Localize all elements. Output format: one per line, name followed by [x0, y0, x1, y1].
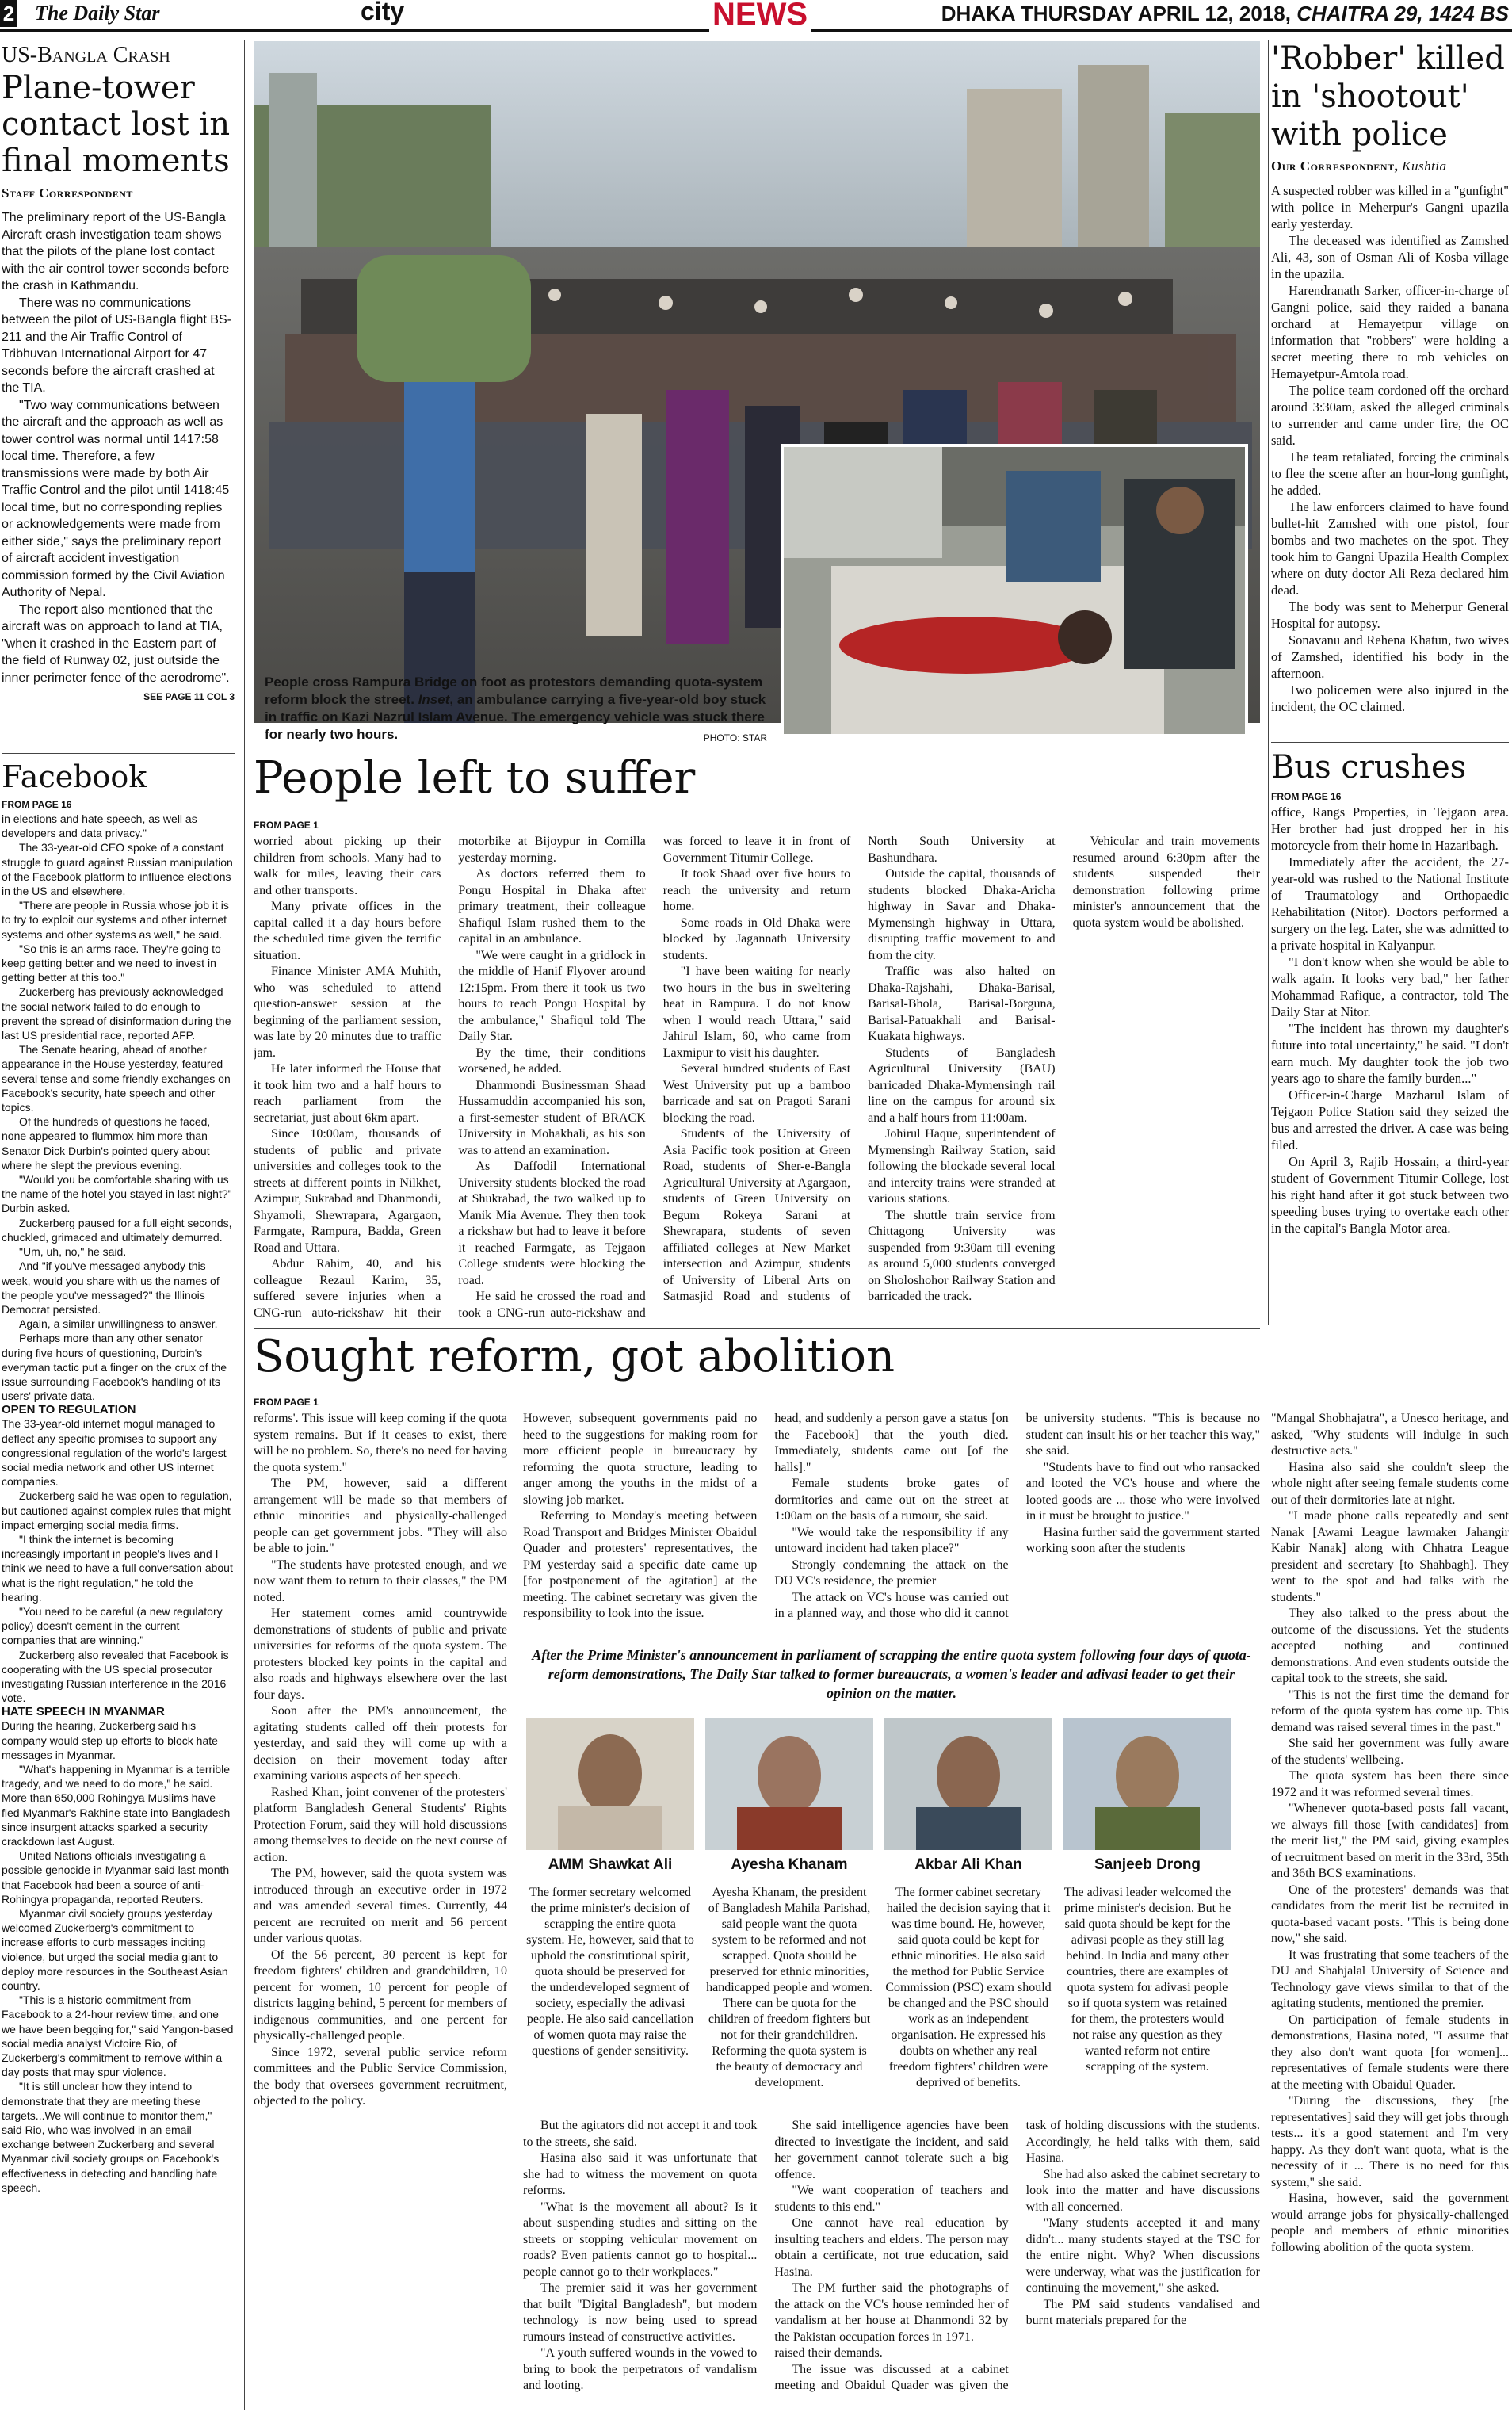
paragraph: Since 1972, several public service reform committees and the Public Service Commission, the body that oversees government recruitment, objected to the policy. [254, 2045, 507, 2108]
paragraph: The body was sent to Meherpur General Hospital for autopsy. [1271, 599, 1509, 631]
paragraph: One cannot have real education by insulting teachers and elders. The person may obtain a certificate, not true education, said Hasina. [774, 2216, 1009, 2279]
paragraph: It took Shaad over five hours to reach the university and return home. [662, 867, 851, 913]
bus-headline: Bus crushes [1271, 749, 1467, 786]
person-name: AMM Shawkat Ali [548, 1856, 673, 1873]
portrait-photo [705, 1718, 873, 1850]
paragraph: Many private offices in the capital called it a day hours before the scheduled time given the terrific situation. [254, 900, 441, 962]
paragraph: Hasina, however, said the government would arrange jobs for physically-challenged people and members of ethnic minorities following abolition of the quota system. [1271, 2192, 1509, 2254]
paragraph: "Students have to find out who ransacked and looted the VC's house and where the looted goods are ... those who were involved in it must be brought to justice." [1025, 1460, 1260, 1523]
paragraph: Since 10:00am, thousands of students of public and private universities and colleges took to the streets at different points in Nilkhet, Azimpur, Sukrabad and Dhanmondi, Shyamoli, Shewrapara, Agargaon, Farmgate, Rampura, Badda, Green Road and Uttara. [254, 1127, 441, 1255]
inset-photo [781, 444, 1248, 737]
paragraph: "I think the internet is becoming increasingly important in people's lives and I think we need to have a full conversation about what is the right regulation," he told the hearing. [2, 1532, 233, 1604]
paragraph: Myanmar civil society groups yesterday welcomed Zuckerberg's commitment to increase efforts to curb messages inciting violence, but urged the social media giant to deploy more resources in the Southeast Asian country. [2, 1907, 228, 1993]
person-quote: The former cabinet secretary hailed the decision saying that it was time bound. He, however, said quota could be kept for ethnic minorities. He also said the method for Public Service Commission (PSC) exam should be changed and the PSC should work as an independent organisation. He expressed his doubts on whether any real freedom fighters' children were deprived of benefits. [885, 1886, 1052, 2089]
paragraph: Vehicular and train movements resumed around 6:30pm after the students suspended their demonstration following prime minister's announcement that the quota system would be abolished. [1072, 835, 1260, 930]
paragraph: "We would take the responsibility if any untoward incident had taken place?" [774, 1525, 1009, 1555]
paragraph: Hasina also said it was unfortunate that she had to witness the movement on quota reforms. [523, 2151, 758, 2197]
paragraph: Traffic was also halted on Dhaka-Rajshahi, Dhaka-Barisal, Barisal-Bhola, Barisal-Borguna, Barisal-Patuakhali and Barisal-Kuakata highways. [868, 965, 1056, 1043]
caption-text: People cross Rampura Bridge on foot as protestors demanding quota-system reform block the street. [265, 675, 763, 707]
paragraph: Students of the University of Asia Pacific took position at Green Road, students of Sher-e-Bangla Agricultural University at Agargaon, students of Green University on Begum Rokeya Sarani at Shewrapara, students of seven affiliated colleges at New Market intersection and Azimpur, students of University of Liberal Arts on Satmasjid Road and students of North South University at Bashundhara. [662, 835, 1056, 1303]
paragraph: As doctors referred them to Pongu Hospital in Dhaka after primary treatment, their colleague Shafiqul Islam rushed them to the capital in an ambulance. [458, 867, 646, 946]
facebook-from-page: FROM PAGE 16 [2, 799, 72, 810]
paragraph: "We want cooperation of teachers and students to this end." [774, 2184, 1009, 2214]
paragraph: But the agitators did not accept it and took to the streets, she said. [523, 2119, 758, 2149]
paragraph: "Would you be comfortable sharing with us the name of the hotel you stayed in last night?" Durbin asked. [2, 1173, 232, 1215]
paragraph: reforms'. This issue will keep coming if the quota system remains. But if it ceases to exist, there will be no problem. So, there's no need for having the quota system." [254, 1412, 507, 1474]
paragraph: The deceased was identified as Zamshed Ali, 43, son of Osman Ali of Kosba village in the upazila. [1271, 233, 1509, 281]
facebook-headline: Facebook [2, 759, 147, 794]
masthead [0, 0, 1512, 32]
paragraph: Some roads in Old Dhaka were blocked by Jagannath University students. [662, 915, 851, 962]
paragraph: By the time, their conditions worsened, he added. [458, 1045, 646, 1076]
reform-from-page: FROM PAGE 1 [254, 1397, 319, 1408]
paragraph: During the hearing, Zuckerberg said his company would step up efforts to block hate messages in Myanmar. [2, 1719, 218, 1761]
paragraph: "Whenever quota-based posts fall vacant, we always fill those [with candidates] from the merit list," the PM said, giving examples of recruitment based on merit in the 33rd, 35th and 36th BCS examinations. [1271, 1802, 1509, 1880]
paragraph: She said her government was fully aware of the students' wellbeing. [1271, 1737, 1509, 1767]
person-quote: Ayesha Khanam, the president of Bangladesh Mahila Parishad, said people want the quota system to be reformed and not scrapped. Quota should be preserved for ethnic minorities, handicapped people and women. There can be quota for the children of freedom fighters but not for their grandchildren. Reforming the quota system is the beauty of democracy and development. [706, 1886, 872, 2089]
paragraph: Two policemen were also injured in the incident, the OC claimed. [1271, 682, 1509, 714]
plane-body [2, 209, 235, 686]
paragraph: Johirul Haque, superintendent of Mymensingh Railway Station, said following the blockade several local and intercity trains were stranded at various stations. [868, 1127, 1056, 1206]
plane-kicker: US-Bangla Crash [2, 43, 170, 67]
dateline [941, 2, 1509, 26]
paragraph: Strongly condemning the attack on the DU VC's residence, the premier [774, 1558, 1009, 1588]
paragraph: Hasina further said the government started working soon after the students [1025, 1525, 1260, 1555]
paragraph: One of the protesters' demands was that candidates from the merit list be recruited in quota-based vacant posts. "This is being done now," she said. [1271, 1883, 1509, 1945]
bus-story [1271, 748, 1509, 1325]
photo-credit: PHOTO: STAR [703, 732, 767, 743]
section-label-city: city [361, 0, 405, 25]
paragraph: worried about picking up their children from schools. Many had to walk for miles, leaving their cars and other transports. [254, 835, 441, 897]
person-quote: The adivasi leader welcomed the prime minister's decision. But he said quota should be kept for the adivasi people as they still lag behind. In India and many other countries, there are examples of quota system for adivasi people so if quota system was retained for them, the protesters would not raise any question as they wanted reform not entire scrapping of the system. [1063, 1886, 1231, 2074]
paragraph: Sonavanu and Rehena Khatun, two wives of Zamshed, identified his body in the afternoon. [1271, 633, 1509, 681]
paragraph: head, and suddenly a person gave a status [on the Facebook] that the youth died. Immediately, students came out [of the halls]." [774, 1412, 1009, 1474]
paragraph: "This is not the first time the demand for reform of the quota system has come up. This demand was raised several times in the past." [1271, 1688, 1509, 1734]
dateline-date: THURSDAY APRIL 12, 2018, [1020, 2, 1291, 25]
portrait-illustration [1063, 1718, 1231, 1850]
paragraph: "Mangal Shobhajatra", a Unesco heritage, and asked, "Why students will indulge in such destructive acts." [1271, 1412, 1509, 1458]
paragraph: "Two way communications between the aircraft and the approach as well as tower control was normal until 1417:58 local time. Therefore, a few transmissions were made by both Air Traffic Control and the pilot until 1418:45 local time, but no corresponding replies or acknowledgements were made from either side," says the preliminary report of aircraft accident investigation commission formed by the Civil Aviation Authority of Nepal. [2, 398, 230, 599]
plane-story [2, 43, 235, 702]
robber-headline: 'Robber' killed in 'shootout' with police [1271, 40, 1505, 153]
portrait-illustration [526, 1718, 694, 1850]
suffer-headline: People left to suffer [254, 752, 696, 804]
paragraph: The 33-year-old CEO spoke of a constant struggle to guard against Russian manipulation of the Facebook platform to influence elections in the US and elsewhere. [2, 841, 233, 898]
paragraph: There was no communications between the pilot of US-Bangla flight BS-211 and the Air Traffic Control of Tribhuvan International Airport for 47 seconds before the aircraft crashed at the TIA. [2, 296, 231, 395]
suffer-from-page: FROM PAGE 1 [254, 820, 319, 831]
paragraph: "There are people in Russia whose job it is to try to exploit our systems and other internet systems and other systems as well," he said. [2, 899, 229, 941]
paragraph: office, Rangs Properties, in Tejgaon area. Her brother had just dropped her in his motorcycle from their home in Hazaribagh. [1271, 805, 1509, 853]
paragraph: Soon after the PM's announcement, the agitating students called off their protests for yesterday, and said they will come up with a decision on their movement today after examining various aspects of her speech. [254, 1704, 507, 1783]
paragraph: Harendranath Sarker, officer-in-charge of Gangni police, said they raided a banana orchard at Hemayetpur village on information that "robbers" were holding a secret meeting there to rob vehicles on Hemayetpur-Amtola road. [1271, 283, 1509, 381]
paragraph: The quota system has been there since 1972 and it was reformed several times. [1271, 1769, 1509, 1799]
paragraph: He later informed the House that it took him two and a half hours to reach parliament from the secretariat, just about 6km apart. [254, 1062, 441, 1125]
paragraph: However, subsequent governments paid no heed to the suggestions for making room for more efficient people in bureaucracy by reforming the quota structure, leading to anger among the youths in the midst of a slowing job market. [523, 1412, 758, 1507]
reform-body-bottom [523, 2118, 1260, 2410]
paragraph: It was frustrating that some teachers of the DU and Shahjalal University of Science and Technology gave views similar to that of the agitating students, mentioned the premier. [1271, 1948, 1509, 2010]
paragraph: Officer-in-Charge Mazharul Islam of Tejgaon Police Station said they seized the bus and arrested the driver. A case was being filed. [1271, 1088, 1509, 1152]
paragraph: "I don't know when she would be able to walk again. It looks very bad," her father Mohammad Rafique, a contractor, told The Daily Star at Nitor. [1271, 954, 1509, 1019]
person-name: Sanjeeb Drong [1094, 1856, 1201, 1873]
subhead: HATE SPEECH IN MYANMAR [2, 1705, 165, 1719]
paragraph: Abdur Rahim, 40, and his colleague Rezaul Karim, 35, suffered severe injuries when a CNG-run auto-rickshaw hit their motorbike at Bijoypur in Comilla yesterday morning. [254, 835, 646, 1320]
paragraph: Dhanmondi Businessman Shaad Hussamuddin accompanied his son, a first-semester student of BRACK University in Mohakhali, as his son was to attend an examination. [458, 1078, 646, 1157]
paragraph: "Um, uh, no," he said. [19, 1245, 127, 1259]
plane-jump-link[interactable]: SEE PAGE 11 COL 3 [143, 691, 235, 702]
paragraph: They also talked to the press about the outcome of the discussions. Yet the students accepted nothing and continued demonstrations. And even students outside the capital took to the streets, she said. [1271, 1607, 1509, 1685]
paragraph: Referring to Monday's meeting between Road Transport and Bridges Minister Obaidul Quader and protesters' representatives, the PM yesterday said a specific date came up [for postponement of the agitation] at the meeting. The cabinet secretary was given the responsibility to look into the issue. [523, 1509, 758, 1620]
reform-headline: Sought reform, got abolition [254, 1331, 895, 1382]
paragraph: And "if you've messaged anybody this week, would you share with us the names of the people you've messaged?" the Illinois Democrat persisted. [2, 1260, 220, 1316]
portrait-illustration [884, 1718, 1052, 1850]
paragraph: The law enforcers claimed to have found bullet-hit Zamshed with one pistol, four bombs and two machetes on the spot. They took him to Gangni Upazila Health Complex where on duty doctor Ali Reza declared him dead. [1271, 499, 1509, 598]
paragraph: "The students have protested enough, and we now want them to return to their classes," the PM noted. [254, 1558, 507, 1604]
paragraph: The PM, however, said the quota system was introduced through an executive order in 1972 and was amended several times. Currently, 44 percent are recruited on merit and 56 percent under various quotas. [254, 1867, 507, 1945]
paragraph: Rashed Khan, joint convener of the protesters' platform Bangladesh General Students' Rights Protection Forum, said they will hold discussions among themselves to decide on the next course of action. [254, 1785, 507, 1864]
paragraph: Of the hundreds of questions he faced, none appeared to flummox him more than Senator Dick Durbin's pointed query about where he slept the previous evening. [2, 1115, 211, 1172]
robber-story [1271, 40, 1509, 715]
paragraph: The team retaliated, forcing the criminals to flee the scene after an hour-long gunfight, he added. [1271, 449, 1509, 498]
paper-name: The Daily Star [35, 2, 160, 25]
page-number: 2 [0, 0, 17, 27]
subhead: OPEN TO REGULATION [2, 1403, 136, 1417]
paragraph: She had also asked the cabinet secretary to look into the matter and have discussions with all concerned. [1025, 2167, 1260, 2214]
reform-body-right [1271, 1411, 1509, 2410]
paragraph: The police team cordoned off the orchard around 3:30am, asked the alleged criminals to surrender and came under fire, the OC said. [1271, 383, 1509, 448]
paragraph: "It is still unclear how they intend to demonstrate that they are meeting these targets...We will continue to monitor them," said Rio, who was involved in an email exchange between Zuckerberg and several Myanmar civil society groups on Facebook's effectiveness in detecting and handling hate speech. [2, 2080, 220, 2194]
paragraph: "What's happening in Myanmar is a terrible tragedy, and we need to do more," he said. More than 650,000 Rohingya Muslims have fled Myanmar's Rakhine state into Bangladesh since insurgent attacks sparked a security crackdown last August. [2, 1763, 231, 1848]
paragraph: The Senate hearing, ahead of another appearance in the House yesterday, featured several tense and some friendly exchanges on Facebook's security, hate speech and other topics. [2, 1043, 231, 1114]
bus-body [1271, 804, 1509, 1237]
paragraph: A suspected robber was killed in a "gunfight" with police in Meherpur's Gangni upazila early yesterday. [1271, 183, 1509, 231]
caption-inset-text: , an ambulance carrying a five-year-old boy stuck in traffic on Kazi Nazrul Islam Avenue. The emergency vehicle was stuck there for nearly two hours. [265, 692, 766, 742]
paragraph: "What is the movement all about? Is it about suspending studies and sitting on the streets or stopping vehicular movement on roads? Even patients cannot go to hospital... people cannot go to their workplaces." [523, 2200, 758, 2279]
paragraph: Her statement comes amid countrywide demonstrations of students of public and private universities for reforms of the quota system. The protesters blocked key points in the capital and also roads and highways elsewhere over the last four days. [254, 1607, 507, 1702]
paragraph: Immediately after the accident, the 27-year-old was rushed to the National Institute of Traumatology and Orthopaedic Rehabilitation (Nitor). Doctors performed a surgery on the leg. Later, she was admitted to a private hospital in Kalyanpur. [1271, 854, 1509, 953]
paragraph: The PM further said the photographs of the attack on the VC's house reminded her of vandalism at her house at Dhanmondi 32 by the Pakistan occupation forces in 1971. [774, 2281, 1009, 2344]
person-name: Ayesha Khanam [731, 1856, 848, 1873]
paragraph: Several hundred students of East West University put up a bamboo barricade and sat on Pragoti Sarani blocking the road. [662, 1062, 851, 1125]
facebook-story [2, 759, 235, 2408]
paragraph: The attack on VC's house was carried out in a planned way, and those who did it cannot be university students. "This is because no student can insult his or her teacher this way," she said. [774, 1412, 1260, 1620]
facebook-body [2, 812, 235, 2195]
paragraph: The preliminary report of the US-Bangla Aircraft crash investigation team shows that the pilots of the plane lost contact with the air control tower seconds before the crash in Kathmandu. [2, 211, 230, 292]
paragraph: Finance Minister AMA Muhith, who was scheduled to attend question-answer session at the beginning of the parliament session, was late by 20 minutes due to traffic jam. [254, 965, 441, 1060]
paragraph: "During the discussions, they [the representatives] said they will get jobs through tests... it's a good statement and I'm very happy. As they don't want quota, what is the necessity of it ... There is no need for this system," she said. [1271, 2094, 1509, 2189]
bus-from-page: FROM PAGE 16 [1271, 791, 1342, 802]
paragraph: The issue was discussed at a cabinet meeting and Obaidul Quader was given the task of holding discussions with the students. Accordingly, he held talks with them, said Hasina. [774, 2119, 1260, 2392]
paragraph: "We were caught in a gridlock in the middle of Hanif Flyover around 12:15pm. From there it took us two hours to reach Pongu Hospital by the ambulance," Shafiqul told The Daily Star. [458, 948, 646, 1043]
paragraph: "So this is an arms race. They're going to keep getting better and we need to invest in getting better at this too." [2, 942, 221, 984]
section-label-news: NEWS [709, 0, 811, 32]
person-quote: The former secretary welcomed the prime minister's decision of scrapping the entire quota system. He, however, said that to uphold the constitutional spirit, quota should be preserved for the underdeveloped segment of society, especially the adivasi people. He also said cancellation of women quota may raise the questions of gender sensitivity. [526, 1886, 694, 2058]
reform-story [254, 1332, 1260, 1382]
reform-body-top [523, 1411, 1260, 1637]
paragraph: Perhaps more than any other senator during five hours of questioning, Durbin's everyman tactic put a finger on the crux of the issue surrounding Facebook's handling of its users' private data. [2, 1332, 227, 1403]
paragraph: Zuckerberg paused for a full eight seconds, chuckled, grimaced and ultimately demurred. [2, 1216, 232, 1244]
paragraph: "I have been waiting for nearly two hours in the bus in sweltering heat in Rampura. I do not know when I would reach Uttara," said Jahirul Islam, 60, who came from Laxmipur to visit his daughter. [662, 965, 851, 1060]
paragraph: "The incident has thrown my daughter's future into total uncertainty," he said. "I don't earn much. My daughter took the job two years ago to share the family burden..." [1271, 1021, 1509, 1086]
paragraph: As Daffodil International University students blocked the road at Shukrabad, the two walked up to Manik Mia Avenue. They then took a rickshaw but had to leave it before it reached Farmgate, as Tejgaon College students were blocking the road. [458, 1160, 646, 1287]
suffer-story [254, 753, 1260, 804]
paragraph: Hasina also said she couldn't sleep the whole night after seeing female students come out of their dormitories late at night. [1271, 1460, 1509, 1507]
paragraph: On April 3, Rajib Hossain, a third-year student of Government Titumir College, lost his right hand after it got stuck between two speeding buses trying to overtake each other in the capital's Bangla Motor area. [1271, 1154, 1509, 1236]
paragraph: On participation of female students in demonstrations, Hasina noted, "I assume that they also don't want quota [for women]... representatives of female students were there at the meeting with Obaidul Quader. [1271, 2013, 1509, 2092]
photo-caption [265, 674, 772, 743]
paragraph: Outside the capital, thousands of students blocked Dhaka-Aricha highway in Savar and Dhaka-Mymensingh highway in Uttara, disrupting traffic movement to and from the city. [868, 867, 1056, 962]
paragraph: in elections and hate speech, as well as developers and data privacy." [2, 812, 197, 840]
paragraph: United Nations officials investigating a possible genocide in Myanmar said last month that Facebook had been a source of anti-Rohingya propaganda, reported Reuters. [2, 1849, 230, 1906]
paragraph: "This is a historic commitment from Facebook to a 24-hour review time, and one we have been begging for," said Yangon-based social media analyst Victoire Rio, of Zuckerberg's commitment to remove within a day posts that may spur violence. [2, 1993, 234, 2079]
paragraph: The 33-year-old internet mogul managed to deflect any specific promises to support any congressional regulation of the world's largest social media network and other US internet companies. [2, 1417, 227, 1489]
opinion-intro: After the Prime Minister's announcement in parliament of scrapping the entire quota system following four days of quota-reform demonstrations, The Daily Star talked to former bureaucrats, a women's leader and adivasi leader to get their opinion on the matter. [532, 1647, 1251, 1701]
paragraph: Of the 56 percent, 30 percent is kept for freedom fighters' children and grandchildren, 10 percent for women, 10 percent for people of districts lagging behind, 5 percent for members of indigenous communities, and one percent for physically-challenged people. [254, 1948, 507, 2043]
paragraph: The premier said it was her government that built "Digital Bangladesh", but modern technology is now being used to spread rumours instead of constructive activities. [523, 2281, 758, 2344]
portrait-photo [526, 1718, 694, 1850]
paragraph: She said intelligence agencies have been directed to investigate the incident, and said her government cannot tolerate such a big offence. [774, 2119, 1009, 2181]
robber-body [1271, 182, 1509, 715]
paragraph: The shuttle train service from Chittagong University was suspended from 9:30am till evening as around 5,000 students converged on Sholoshohor Railway Station and barricaded the track. [868, 1208, 1056, 1303]
caption-inset-label: Inset [418, 692, 450, 707]
portrait-illustration [705, 1718, 873, 1850]
paragraph: "Many students accepted it and many didn't... many students stayed at the TSC for the entire night. Why? When discussions were underway, what was the justification for continuing the movement," she asked. [1025, 2216, 1260, 2295]
paragraph: "You need to be careful (a new regulatory policy) doesn't cement in the current companies that are winning." [2, 1604, 223, 1647]
paragraph: "I made phone calls repeatedly and sent Nanak [Awami League lawmaker Jahangir Kabir Nanak] along with Chhatra League president and secretary [to Shahbagh]. They went to the spot and had talks with the students." [1271, 1509, 1509, 1604]
plane-headline: Plane-tower contact lost in final moments [2, 70, 231, 179]
dateline-city: DHAKA [941, 2, 1015, 25]
paragraph: The report also mentioned that the aircraft was on approach to land at TIA, "when it crashed in the Eastern part of the field of Runway 02, just outside the inner perimeter fence of the aerodrome". [2, 602, 230, 685]
paragraph: Zuckerberg said he was open to regulation, but cautioned against complex rules that might impact emerging social media firms. [2, 1489, 232, 1531]
paragraph: Female students broke gates of dormitories and came out on the street at 1:00am on the basis of a rumour, she said. [774, 1477, 1009, 1523]
reform-body-col1 [254, 1411, 507, 2410]
paragraph: Students of Bangladesh Agricultural University (BAU) barricaded Dhaka-Mymensingh rail line on the campus for around six and a half hours from 11:00am. [868, 1045, 1056, 1125]
robber-byline-place: Kushtia [1402, 159, 1447, 174]
paragraph: The PM, however, said a different arrangement will be made so that members of ethnic minorities and physically-challenged people can get government jobs. "They will also be able to join." [254, 1477, 507, 1555]
person-name: Akbar Ali Khan [914, 1856, 1022, 1873]
paragraph: Zuckerberg has previously acknowledged the social network failed to do enough to prevent the spread of disinformation during the last US presidential race, reported AFP. [2, 985, 231, 1042]
opinion-panel [515, 1646, 1268, 2105]
plane-byline: Staff Correspondent [2, 185, 133, 201]
portrait-photo [884, 1718, 1052, 1850]
paragraph: raised their demands. [774, 2346, 883, 2360]
portrait-photo [1063, 1718, 1231, 1850]
ambulance-inset-illustration [784, 447, 1245, 734]
dateline-bangla: CHAITRA 29, 1424 BS [1296, 2, 1509, 25]
suffer-body [254, 834, 1260, 1325]
paragraph: Again, a similar unwillingness to answer. [19, 1317, 218, 1331]
paragraph: Zuckerberg also revealed that Facebook is cooperating with the US special prosecutor investigating Russian interference in the 2016 vote. [2, 1648, 229, 1705]
paragraph: The PM said students vandalised and burnt materials prepared for the [1025, 2297, 1260, 2327]
robber-byline: Our Correspondent, [1271, 159, 1399, 174]
paragraph: "A youth suffered wounds in the vowed to bring to book the perpetrators of vandalism and looting. [523, 2346, 758, 2392]
paragraph: He said he crossed the road and took a CNG-run auto-rickshaw and was forced to leave it in front of Government Titumir College. [458, 835, 851, 1320]
